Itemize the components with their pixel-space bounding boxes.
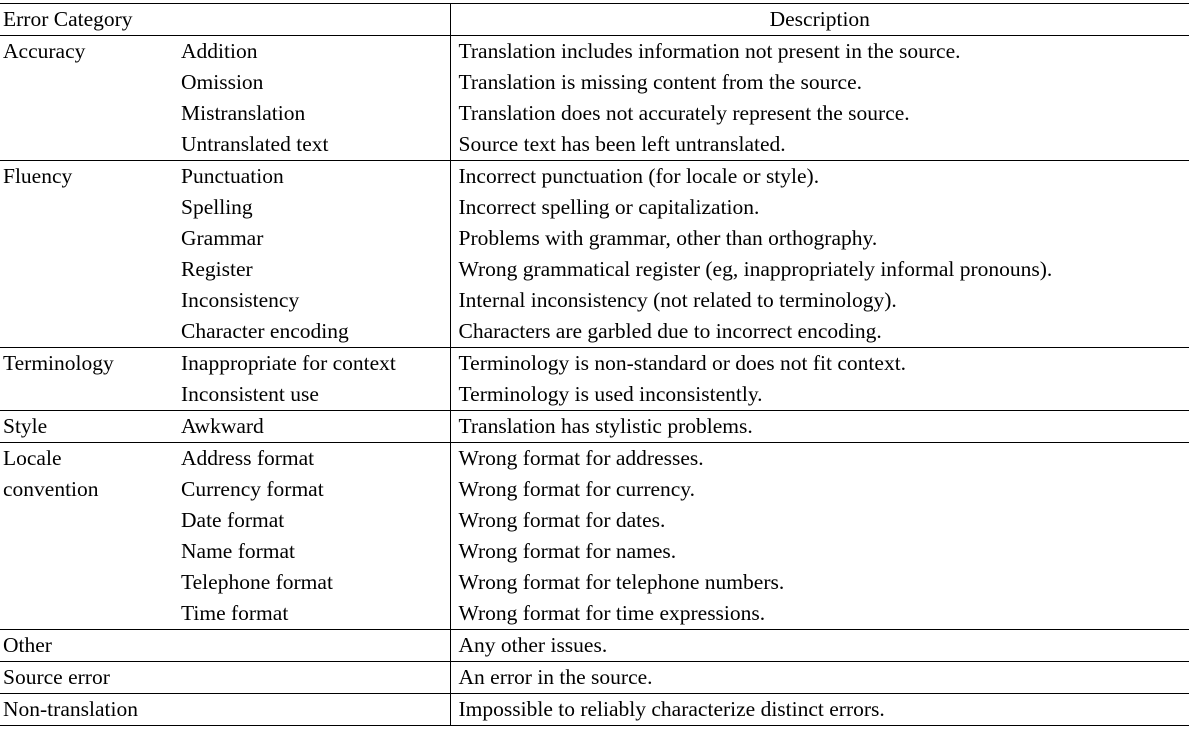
subcategory-cell: Inappropriate for context (178, 348, 450, 380)
header-description: Description (450, 4, 1189, 36)
table-row (0, 443, 1189, 475)
subcategory-cell: Address format (178, 443, 450, 475)
category-cell: Locale (0, 443, 178, 475)
category-cell (0, 567, 178, 598)
description-cell: Source text has been left untranslated. (450, 129, 1189, 161)
category-cell (0, 379, 178, 411)
description-cell: Wrong format for time expressions. (450, 598, 1189, 630)
description-cell: Characters are garbled due to incorrect encoding. (450, 316, 1189, 348)
table-row (0, 192, 1189, 223)
category-cell (0, 505, 178, 536)
category-cell (0, 598, 178, 630)
description-cell: Any other issues. (450, 630, 1189, 662)
category-cell: Terminology (0, 348, 178, 380)
description-cell: Wrong format for names. (450, 536, 1189, 567)
category-cell: Other (0, 630, 450, 662)
table-row (0, 129, 1189, 161)
category-cell: Source error (0, 662, 450, 694)
table-row (0, 474, 1189, 505)
subcategory-cell: Name format (181, 539, 296, 563)
description-cell: Impossible to reliably characterize distinct errors. (450, 694, 1189, 726)
subcategory-cell: Inconsistent use (181, 382, 319, 406)
table-row (0, 411, 1189, 443)
description-cell: Wrong format for telephone numbers. (450, 567, 1189, 598)
description-cell: Wrong format for dates. (450, 505, 1189, 536)
subcategory-cell: Spelling (181, 195, 253, 219)
table-row (0, 598, 1189, 630)
table-row (0, 505, 1189, 536)
table-row (0, 694, 1189, 726)
subcategory-cell: Addition (178, 36, 450, 68)
subcategory-cell: Date format (181, 508, 285, 532)
subcategory-cell: Character encoding (181, 319, 349, 343)
category-cell (0, 192, 178, 223)
table-row (0, 567, 1189, 598)
table-row (0, 285, 1189, 316)
subcategory-cell: Untranslated text (181, 132, 329, 156)
description-cell: Internal inconsistency (not related to terminology). (450, 285, 1189, 316)
category-cell: Fluency (0, 161, 178, 193)
description-cell: Translation is missing content from the source. (450, 67, 1189, 98)
category-cell (0, 316, 178, 348)
error-category-table (0, 3, 1189, 726)
table-row (0, 67, 1189, 98)
table-row (0, 254, 1189, 285)
subcategory-cell: Grammar (181, 226, 264, 250)
table-row (0, 630, 1189, 662)
description-cell: Translation includes information not present in the source. (450, 36, 1189, 68)
table-body (0, 36, 1189, 726)
category-cell (0, 536, 178, 567)
table-row (0, 36, 1189, 68)
subcategory-cell: Register (181, 257, 253, 281)
description-cell: Translation has stylistic problems. (450, 411, 1189, 443)
category-cell: Style (0, 411, 178, 443)
table-row (0, 536, 1189, 567)
description-cell: Translation does not accurately represent the source. (450, 98, 1189, 129)
description-cell: Incorrect punctuation (for locale or style). (450, 161, 1189, 193)
subcategory-cell: Time format (181, 601, 289, 625)
table-row (0, 223, 1189, 254)
subcategory-cell: Awkward (178, 411, 450, 443)
subcategory-cell: Telephone format (181, 570, 333, 594)
table-row (0, 316, 1189, 348)
description-cell: Wrong format for currency. (450, 474, 1189, 505)
category-cell (0, 285, 178, 316)
table-row (0, 379, 1189, 411)
description-cell: Terminology is non-standard or does not fit context. (450, 348, 1189, 380)
subcategory-cell: Omission (181, 70, 264, 94)
description-cell: Wrong format for addresses. (450, 443, 1189, 475)
header-error-category: Error Category (0, 4, 450, 36)
subcategory-cell: Mistranslation (181, 101, 306, 125)
table-row (0, 161, 1189, 193)
description-cell: An error in the source. (450, 662, 1189, 694)
category-cell (0, 98, 178, 129)
table-header-row (0, 4, 1189, 36)
category-cell: Non-translation (0, 694, 450, 726)
description-cell: Incorrect spelling or capitalization. (450, 192, 1189, 223)
description-cell: Problems with grammar, other than orthography. (450, 223, 1189, 254)
description-cell: Terminology is used inconsistently. (450, 379, 1189, 411)
category-cell: Accuracy (0, 36, 178, 68)
subcategory-cell: Currency format (181, 477, 324, 501)
description-cell: Wrong grammatical register (eg, inappropriately informal pronouns). (450, 254, 1189, 285)
subcategory-cell: Punctuation (178, 161, 450, 193)
table-row (0, 98, 1189, 129)
table-row (0, 348, 1189, 380)
category-cell (0, 129, 178, 161)
category-cell (0, 223, 178, 254)
subcategory-cell: Inconsistency (181, 288, 300, 312)
table-row (0, 662, 1189, 694)
category-cell (0, 67, 178, 98)
category-cell (0, 254, 178, 285)
category-cell: convention (3, 477, 99, 501)
